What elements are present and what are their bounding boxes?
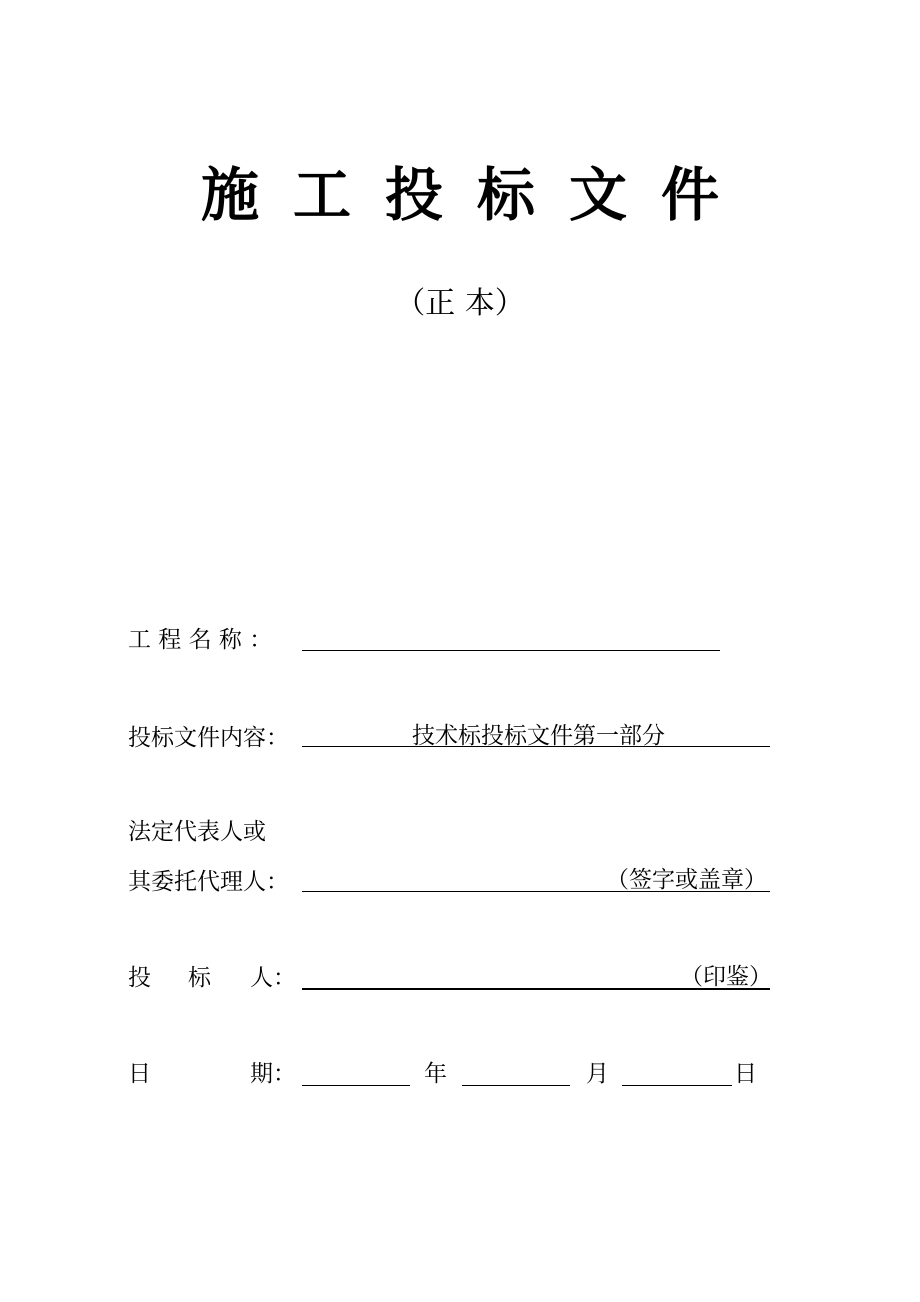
project-name-label: 工 程 名 称 ： bbox=[128, 627, 273, 653]
bidder-field[interactable] bbox=[302, 988, 770, 990]
project-name-field[interactable] bbox=[302, 650, 720, 651]
seal-note: （印鉴） bbox=[680, 964, 772, 990]
month-label: 月 bbox=[586, 1061, 609, 1087]
date-label-char1: 日 bbox=[128, 1061, 151, 1087]
signature-note: （签字或盖章） bbox=[606, 867, 767, 893]
document-subtitle: （正 本） bbox=[395, 286, 525, 321]
month-field[interactable] bbox=[462, 1085, 570, 1086]
representative-label-line2: 其委托代理人： bbox=[128, 869, 289, 895]
representative-label-line1: 法定代表人或 bbox=[128, 819, 266, 845]
bidder-label-char1: 投 bbox=[128, 965, 151, 991]
content-label: 投标文件内容： bbox=[128, 725, 289, 751]
year-field[interactable] bbox=[302, 1085, 410, 1086]
document-title: 施工投标文件 bbox=[200, 161, 753, 229]
day-label: 日 bbox=[734, 1061, 757, 1087]
content-field[interactable] bbox=[302, 746, 770, 747]
bidder-label-char3: 人： bbox=[250, 965, 296, 991]
year-label: 年 bbox=[424, 1061, 447, 1087]
bidder-label-char2: 标 bbox=[188, 965, 211, 991]
content-value: 技术标投标文件第一部分 bbox=[412, 723, 665, 749]
representative-field[interactable] bbox=[302, 891, 770, 892]
date-label-char2: 期： bbox=[250, 1061, 296, 1087]
day-field[interactable] bbox=[622, 1085, 732, 1086]
